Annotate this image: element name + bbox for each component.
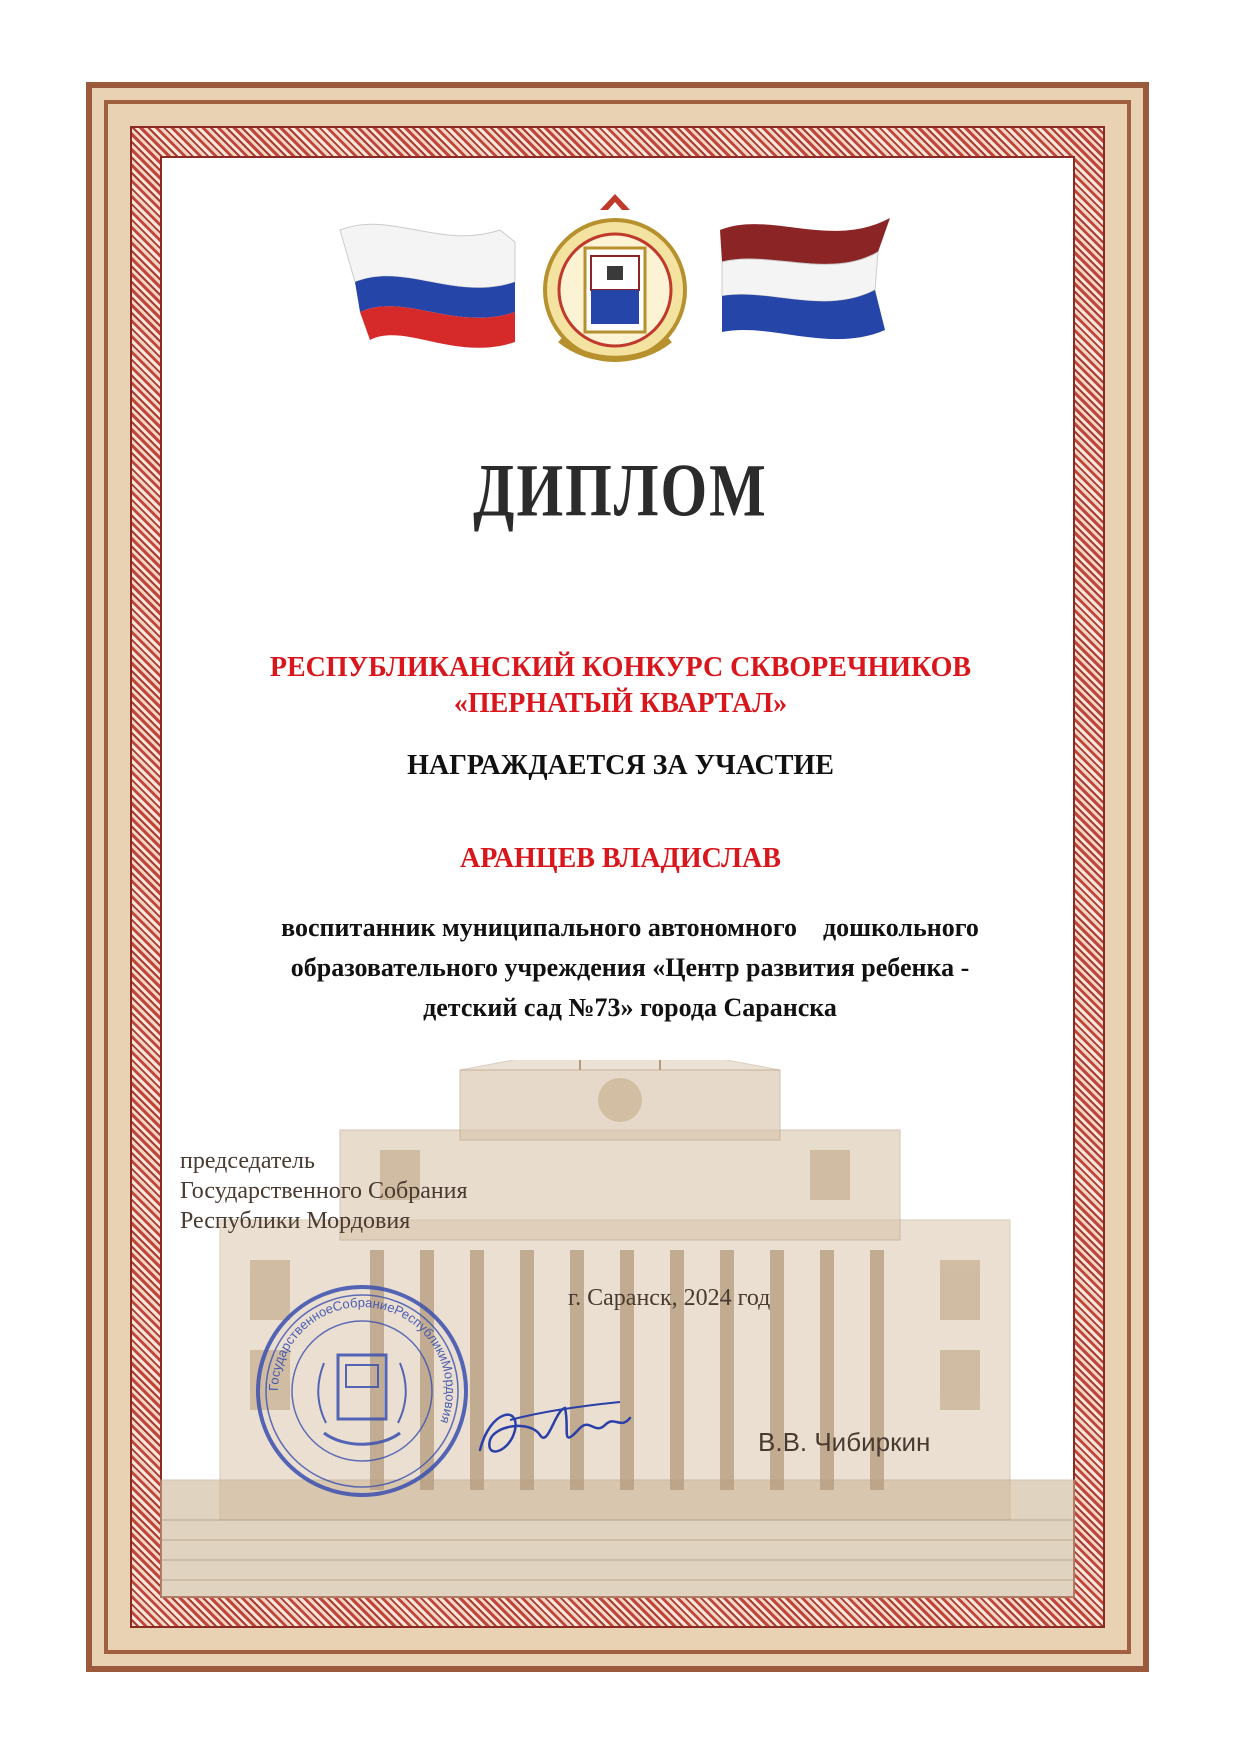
svg-text:ГосударственноеСобраниеРеспубл (266, 1295, 458, 1426)
chairman-line-2: Государственного Собрания (180, 1178, 468, 1204)
contest-line-1: РЕСПУБЛИКАНСКИЙ КОНКУРС СКВОРЕЧНИКОВ (269, 652, 972, 683)
description-line-3: детский сад №73» города Саранска (423, 993, 837, 1022)
chairman-title (180, 1146, 468, 1236)
flag-banner-icon (330, 190, 910, 390)
coat-of-arms-icon (545, 194, 685, 360)
recipient-name: АРАНЦЕВ ВЛАДИСЛАВ (460, 843, 781, 874)
diploma-title: ДИПЛОМ (473, 449, 768, 532)
description-line-2: образовательного учреждения «Центр развития ребенка - (290, 953, 970, 982)
signature-icon (470, 1390, 640, 1470)
place-year: г. Саранск, 2024 год (568, 1285, 771, 1311)
seal-text: ГосударственноеСобраниеРеспубликиМордовия (265, 1294, 459, 1426)
chairman-line-3: Республики Мордовия (180, 1208, 411, 1234)
seal-stamp-icon (254, 1283, 470, 1499)
description-line-1: воспитанник муниципального автономного дошкольного (281, 913, 979, 942)
chairman-line-1: председатель (180, 1148, 315, 1174)
contest-name (0, 650, 1241, 722)
signer-name: В.В. Чибиркин (758, 1427, 931, 1457)
contest-line-2: «ПЕРНАТЫЙ КВАРТАЛ» (453, 688, 788, 719)
recipient-description (215, 908, 1045, 1028)
award-text: НАГРАЖДАЕТСЯ ЗА УЧАСТИЕ (407, 750, 834, 781)
